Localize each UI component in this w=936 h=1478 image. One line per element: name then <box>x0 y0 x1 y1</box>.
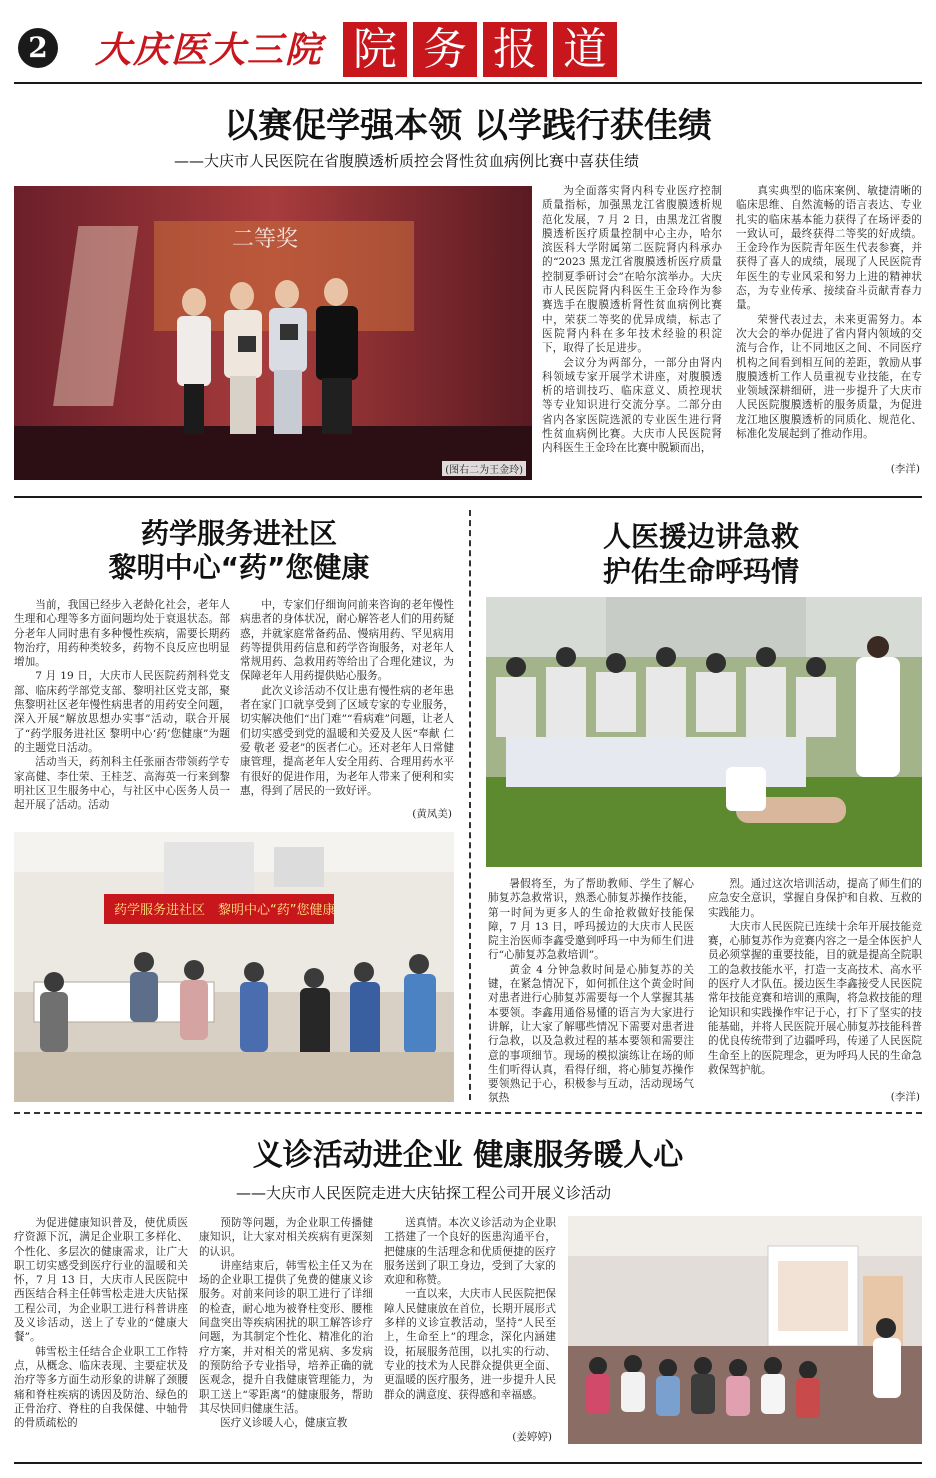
article1-column-2 <box>736 184 922 459</box>
cpr-photo-illustration <box>486 597 922 867</box>
paragraph: 为全面落实肾内科专业医疗控制质量指标，加强黑龙江省腹膜透析规范化发展，7 月 2 日，由黑龙江省腹膜透析医疗质量控制中心主办，哈尔滨医科大学附属第二医院肾内科承办的“2023 黑龙江省腹膜透析医疗质量控制夏季研讨会”在哈尔滨举办。大庆市人民医院肾内科医生王金玲作为参赛选手在腹膜透析肾性贫血病例比赛中，荣获二等奖的优异成绩，标志了医院肾内科在多年技术经验的积淀下，取得了长足进步。 <box>542 185 722 355</box>
article2-byline: (黄凤美) <box>412 808 452 820</box>
article2-column-1 <box>14 598 230 814</box>
section-char: 报 <box>483 22 547 77</box>
article2-title-line1: 药学服务进社区 <box>140 517 337 550</box>
article1-subtitle: ——大庆市人民医院在省腹膜透析质控会肾性贫血病例比赛中喜获佳绩 <box>174 152 640 170</box>
paragraph: 活动当天，药剂科主任张丽杏带领药学专家高健、李仕荣、王桂芝、高海英一行来到黎明社区卫生服务中心，与社区中心医务人员一起开展了活动。活动 <box>14 756 230 812</box>
paragraph: 会议分为两部分，一部分由肾内科领域专家开展学术讲座，对腹膜透析的培训技巧、临床意义、质控现状等专业知识进行交流分享。二部分由省内各家医院选派的专业医生进行肾性贫血病例比赛。大庆市人民医院肾内科医生王金玲在比赛中脱颖而出， <box>542 356 722 455</box>
paragraph: 为促进健康知识普及，使优质医疗资源下沉，满足企业职工多样化、个性化、多层次的健康需求，让广大职工切实感受到医疗行业的温暖和关怀，7 月 13 日，大庆市人民医院中西医结合科主任韩雪松走进大庆钻探工程公司，为企业职工进行科普讲座及义诊活动，送上了专业的“健康大餐”。 <box>14 1217 188 1344</box>
column-separator <box>469 510 471 1100</box>
paragraph: 韩雪松主任结合企业职工工作特点，从概念、临床表现、主要症状及治疗等多方面生动形象的讲解了颈腰痛和脊柱疾病的诱因及防治、绿色的正骨治疗、脊柱的自我保健、中轴骨的骨质疏松的 <box>14 1345 188 1430</box>
community-photo-illustration <box>14 832 454 1102</box>
article1-award-photo <box>14 186 532 480</box>
article4-title: 义诊活动进企业 健康服务暖人心 <box>252 1138 684 1173</box>
footer-rule <box>14 1462 922 1464</box>
paragraph: 当前，我国已经步入老龄化社会，老年人生理和心理等多方面问题均处于衰退状态。部分老年人同时患有多种慢性疾病，需要长期药物治疗，用药种类较多，药物不良反应也明显增加。 <box>14 599 230 669</box>
article2-title-line2: 黎明中心“药”您健康 <box>108 551 370 584</box>
paragraph: 黄金 4 分钟急救时间是心肺复苏的关键，在紧急情况下，如何抓住这个黄金时间对患者进行心肺复苏需要每一个人掌握其基本要领。李鑫用通俗易懂的语言为大家进行讲解，让大家了解哪些情况下需要对患者进行急救，以及急救过程的基本要领和需要注意的事项细节。现场的模拟演练让在场的师生们听得认真，看得仔细，将心肺复苏操作要领熟记于心，积极参与互动，活动现场气氛热 <box>488 963 694 1105</box>
paragraph: 烈。通过这次培训活动，提高了师生们的应急安全意识，掌握自身保护和自救、互救的实践能力。 <box>708 878 922 919</box>
article1-title: 以赛促学强本领 以学践行获佳绩 <box>224 106 712 146</box>
article3-column-1 <box>488 877 694 1105</box>
article3-title-line2: 护佑生命呼玛情 <box>602 555 799 588</box>
article1-column-1 <box>542 184 722 474</box>
paragraph: 一直以来，大庆市人民医院把保障人民健康放在首位，长期开展形式多样的义诊宣教活动，坚持“人民至上，生命至上”的理念，深化内涵建设，拓展服务范围，以扎实的行动、专业的技术为人民群众提供更全面、更温暖的医疗服务，进一步提升人民群众的满意度、获得感和幸福感。 <box>384 1288 556 1401</box>
award-photo-illustration <box>14 186 532 480</box>
article4-column-3 <box>384 1216 556 1426</box>
paragraph: 预防等问题，为企业职工传播健康知识，让大家对相关疾病有更深刻的认识。 <box>199 1217 373 1258</box>
section-separator <box>14 1112 922 1114</box>
paragraph: 7 月 19 日，大庆市人民医院药剂科党支部、临床药学部党支部、黎明社区党支部，聚焦黎明社区老年慢性病患者的用药安全问题，深入开展“解放思想办实事”活动，联合开展了“药学服务进社区 黎明中心‘药’您健康”为题的主题党日活动。 <box>14 670 230 754</box>
paragraph: 荣誉代表过去，未来更需努力。本次大会的举办促进了省内肾内领域的交流与合作，让不同地区之间、不同医疗机构之间看到相互间的差距，敦励从事腹膜透析工作人员重视专业技能，在专业领域深耕细研，进一步提升了大庆市人民医院腹膜透析的服务质量，为促进龙江地区腹膜透析的同质化、规范化、标准化发展起到了推动作用。 <box>736 313 922 441</box>
paragraph: 大庆市人民医院已连续十余年开展技能竞赛，心肺复苏作为竞赛内容之一是全体医护人员必须掌握的重要技能，目的就是提高全院职工的急救技能水平，打造一支高技术、高水平的医疗人才队伍。援边医生李鑫接受人民医院常年技能竞赛和培训的熏陶，将急救技能的理论知识和实践操作牢记于心，打下了坚实的技能基础，并将人民医院开展心肺复苏技能科普的优良传统带到了边疆呼玛，传递了人民医院生命至上的医院理念，更为呼玛人民的生命急救保驾护航。 <box>708 920 922 1076</box>
paragraph: 讲座结束后，韩雪松主任又为在场的企业职工提供了免费的健康义诊服务。对前来问诊的职工进行了详细的检查，耐心地为被脊柱变形、腰椎间盘突出等疾病困扰的职工解答诊疗问题，为其制定个性化、精准化的治疗方案，并对相关的常见病、多发病的预防给予专业指导，培养正确的就医观念，提升自我健康管理能力，为职工送上“零距离”的健康服务，帮助其尽快回归健康生活。 <box>199 1259 373 1415</box>
article4-subtitle: ——大庆市人民医院走进大庆钻探工程公司开展义诊活动 <box>236 1184 612 1202</box>
paragraph: 此次义诊活动不仅让患有慢性病的老年患者在家门口就享受到了区域专家的专业服务，切实解决他们“出门难”“看病难”问题，让老人们切实感受到党的温暖和关爱及人医“奉献 仁爱 敬老 爱老”的医者仁心。还对老年人日常健康管理，提高老年人安全用药、合理用药水平有很好的促进作用，为老年人带来了便利和实惠，得到了居民的一致好评。 <box>240 684 454 797</box>
article1-byline: (李洋) <box>890 463 920 475</box>
article2-column-2 <box>240 598 454 798</box>
article3-column-2 <box>708 877 922 1087</box>
section-rule <box>14 496 922 498</box>
section-char: 道 <box>553 22 617 77</box>
paragraph: 送真情。本次义诊活动为企业职工搭建了一个良好的医患沟通平台，把健康的生活理念和优质便捷的医疗服务送到了职工身边，受到了大家的欢迎和称赞。 <box>384 1217 556 1287</box>
article3-cpr-training-photo <box>486 597 922 867</box>
banner-text: 药学服务进社区 黎明中心“药”您健康 <box>114 903 336 918</box>
article3-title-line1: 人医援边讲急救 <box>602 520 799 553</box>
article4-column-2 <box>199 1216 373 1456</box>
paragraph: 医疗义诊暖人心，健康宣教 <box>220 1417 348 1430</box>
paragraph: 暑假将至，为了帮助教师、学生了解心肺复苏急救常识，熟悉心肺复苏操作技能，第一时间为更多人的生命抢救做好技能保障，7 月 13 日，呼玛援边的大庆市人民医院主治医师李鑫受邀到呼玛一中为师生们进行“心肺复苏急救培训”。 <box>488 878 694 962</box>
article1-photo-caption: (图右二为王金玲) <box>442 461 526 476</box>
section-char: 务 <box>413 22 477 77</box>
paragraph: 真实典型的临床案例、敏捷清晰的临床思维、自然流畅的语言表达、专业扎实的临床基本能力获得了在场评委的一致认可，最终获得二等奖的好成绩。王金玲作为医院青年医生代表参赛，并获得了喜人的成绩，展现了人民医院青年医生的专业风采和努力上进的精神状态，为专业传承、接续奋斗贡献青春力量。 <box>736 185 922 312</box>
header-rule <box>14 82 922 84</box>
section-title <box>343 22 617 77</box>
page-number-badge: 2 <box>18 28 58 68</box>
backdrop-text: 二等奖 <box>232 227 299 252</box>
lecture-photo-illustration <box>568 1216 922 1444</box>
article4-byline: (姜婷婷) <box>512 1431 552 1443</box>
paragraph: 中，专家们仔细询问前来咨询的老年慢性病患者的身体状况，耐心解答老人们的用药疑惑，并就家庭常备药品、慢病用药、罕见病用药等提供用药信息和药学咨询服务，对老年人常规用药、急救用药等给出了合理化建议，为保障老年人用药提供贴心服务。 <box>240 599 454 683</box>
section-char: 院 <box>343 22 407 77</box>
masthead-logo: 大庆医大三院 <box>95 29 324 71</box>
article4-lecture-photo <box>568 1216 922 1444</box>
article3-byline: (李洋) <box>890 1091 920 1103</box>
article4-column-1 <box>14 1216 188 1456</box>
article2-community-photo <box>14 832 454 1102</box>
